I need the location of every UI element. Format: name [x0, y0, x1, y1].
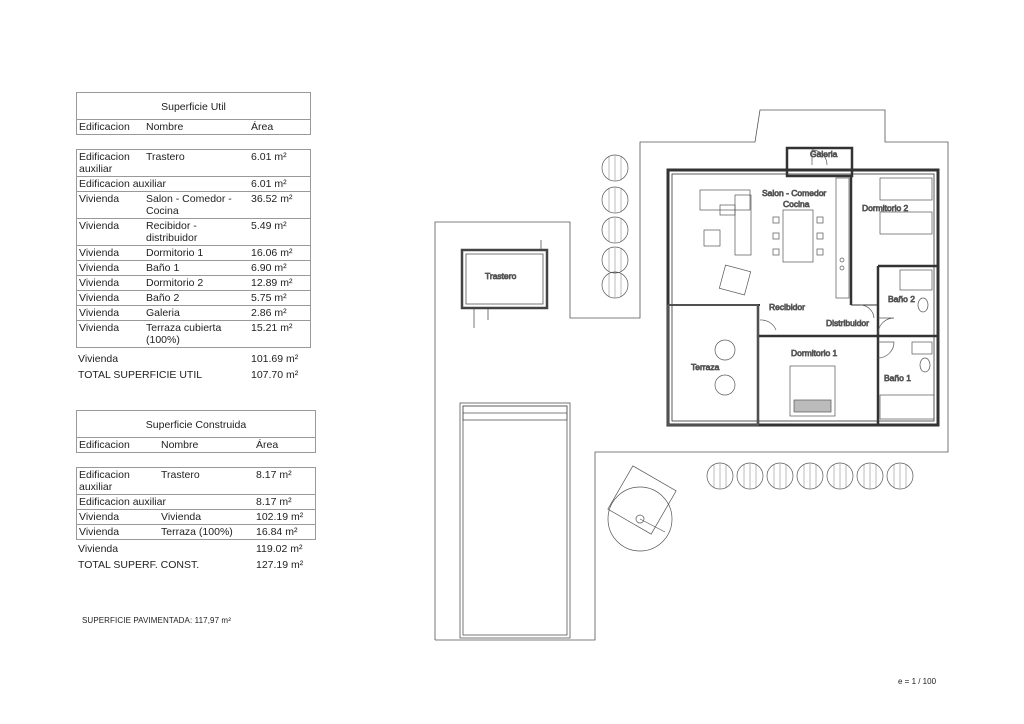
cell-area: 16.06 m² [251, 247, 293, 259]
subtotal-label: Edificacion auxiliar [79, 496, 166, 508]
col-header-area: Área [251, 121, 274, 133]
subtotal-label: Edificacion auxiliar [79, 178, 166, 190]
cell-area: 6.01 m² [251, 151, 287, 163]
paved-surface-note: SUPERFICIE PAVIMENTADA: 117,97 m² [82, 616, 231, 625]
cell-area: 12.89 m² [251, 277, 293, 289]
cell-area: 8.17 m² [256, 469, 292, 481]
cell-nombre: Salon - Comedor - Cocina [146, 193, 232, 217]
cell-edificacion: Vivienda [79, 307, 120, 319]
cell-edificacion: Vivienda [79, 247, 120, 259]
trastero-building [462, 240, 547, 328]
garden-umbrella [608, 466, 676, 551]
cell-nombre: Trastero [161, 469, 200, 481]
kitchen-counter [836, 178, 849, 298]
cell-nombre: Trastero [146, 151, 185, 163]
col-header-area: Área [256, 439, 279, 451]
cell-nombre: Recibidor - distribuidor [146, 220, 198, 244]
cell-edificacion: Edificacion auxiliar [79, 151, 130, 175]
total-label: TOTAL SUPERFICIE UTIL [78, 369, 203, 381]
room-label-dormitorio-1: Dormitorio 1 [791, 348, 838, 358]
room-label-dormitorio-2: Dormitorio 2 [862, 203, 909, 213]
subtotal-area: 101.69 m² [251, 353, 299, 365]
cell-edificacion: Vivienda [79, 292, 120, 304]
table-title: Superficie Construida [76, 410, 316, 437]
swimming-pool [460, 403, 570, 638]
subtotal-label: Vivienda [78, 353, 119, 365]
room-label-bano-2: Baño 2 [888, 294, 915, 304]
total-area: 127.19 m² [256, 559, 304, 571]
subtotal-label: Vivienda [78, 543, 119, 555]
cell-area: 6.90 m² [251, 262, 287, 274]
col-header-edificacion: Edificacion [79, 439, 130, 451]
cell-area: 102.19 m² [256, 511, 304, 523]
cell-edificacion: Vivienda [79, 262, 120, 274]
room-label-recibidor: Recibidor [769, 302, 805, 312]
room-label-cocina: Cocina [783, 199, 810, 209]
bed-dormitorio-1 [790, 366, 835, 416]
cell-nombre: Baño 2 [146, 292, 180, 304]
room-label-distribuidor: Distribuidor [826, 318, 869, 328]
subtotal-area: 8.17 m² [256, 496, 292, 508]
total-label: TOTAL SUPERF. CONST. [78, 559, 200, 571]
room-label-terraza: Terraza [691, 362, 720, 372]
cell-edificacion: Vivienda [79, 277, 120, 289]
cell-edificacion: Vivienda [79, 220, 120, 232]
bathroom-fixtures [880, 270, 934, 419]
subtotal-area: 119.02 m² [256, 543, 303, 555]
cell-edificacion: Vivienda [79, 322, 120, 334]
subtotal-area: 6.01 m² [251, 178, 287, 190]
cell-edificacion: Vivienda [79, 526, 120, 538]
room-label-salon: Salon - Comedor [762, 188, 827, 198]
cell-area: 15.21 m² [251, 322, 293, 334]
cell-nombre: Vivienda [161, 511, 202, 523]
cell-nombre: Baño 1 [146, 262, 180, 274]
cell-edificacion: Vivienda [79, 511, 120, 523]
cell-area: 16.84 m² [256, 526, 298, 538]
col-header-nombre: Nombre [161, 439, 199, 451]
cell-edificacion: Edificacion auxiliar [79, 469, 130, 493]
cell-area: 5.75 m² [251, 292, 287, 304]
cell-nombre: Galeria [146, 307, 180, 319]
room-label-trastero: Trastero [485, 271, 517, 281]
scale-label: e = 1 / 100 [898, 677, 937, 686]
plot-boundary [435, 110, 948, 640]
cell-edificacion: Vivienda [79, 193, 120, 205]
cell-area: 2.86 m² [251, 307, 287, 319]
total-area: 107.70 m² [251, 369, 299, 381]
room-label-bano-1: Baño 1 [884, 373, 911, 383]
table-title: Superficie Util [76, 92, 311, 119]
cell-nombre: Terraza cubierta (100%) [146, 322, 222, 346]
col-header-nombre: Nombre [146, 121, 184, 133]
col-header-edificacion: Edificacion [79, 121, 130, 133]
cell-nombre: Dormitorio 1 [146, 247, 204, 259]
cell-area: 36.52 m² [251, 193, 293, 205]
cell-area: 5.49 m² [251, 220, 287, 232]
room-label-galeria: Galeria [810, 149, 838, 159]
cell-nombre: Terraza (100%) [161, 526, 233, 538]
cell-nombre: Dormitorio 2 [146, 277, 204, 289]
sofa [700, 190, 751, 255]
